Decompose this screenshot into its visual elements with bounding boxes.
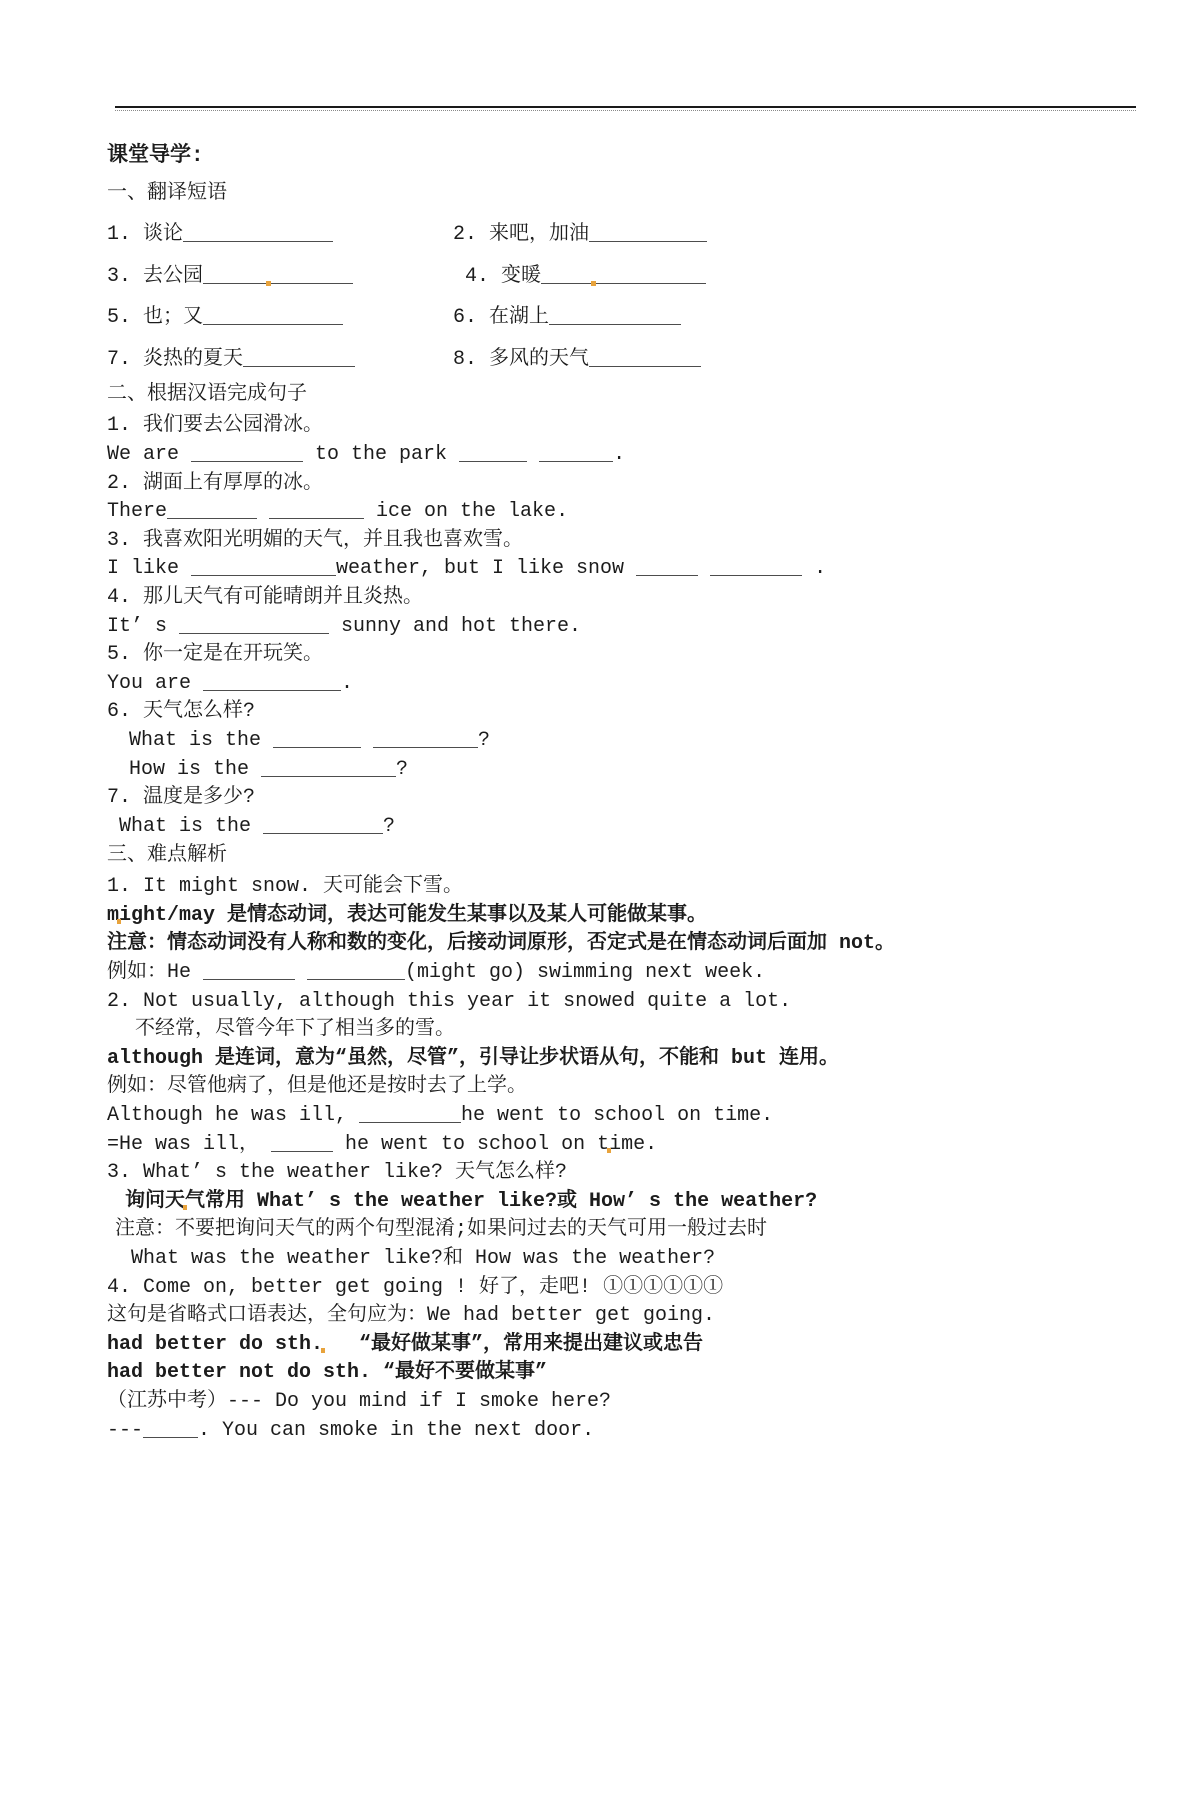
- text-run: It’ s: [107, 614, 180, 638]
- fill-blank[interactable]: [359, 1103, 461, 1123]
- phrase-pair-row: [107, 346, 1150, 375]
- text-run: ice on the lake.: [364, 500, 569, 524]
- phrase-item: [107, 346, 453, 375]
- text-run: ?: [478, 728, 491, 752]
- doc-line: [107, 1216, 1150, 1245]
- text-run: 2. 来吧，加油: [453, 223, 590, 246]
- text-run: 8. 多风的天气: [453, 347, 590, 371]
- doc-line: [107, 179, 1150, 209]
- text-run: What is the: [119, 814, 264, 838]
- doc-line: [107, 1102, 1150, 1131]
- text-run: [361, 729, 373, 752]
- fill-blank[interactable]: [191, 556, 336, 576]
- text-run: ight/may 是情态动词，表达可能发生某事以及某人可能做某事。: [119, 903, 708, 927]
- phrase-pair-row: [107, 263, 1150, 292]
- text-run: 6. 在湖上: [453, 306, 550, 330]
- text-run: 注意：情态动词没有人称和数的变化，后接动词原形，否定式是在情态动词后面加 not。: [107, 932, 896, 956]
- text-run: 4. 变暖: [453, 264, 542, 288]
- fill-blank[interactable]: [307, 960, 405, 980]
- text-run: 1. It might snow. 天可能会下雪。: [107, 875, 464, 899]
- text-run: ime.: [609, 1132, 658, 1156]
- text-run: 5. 也；又: [107, 306, 204, 330]
- doc-line: [107, 1331, 1150, 1360]
- doc-line: [107, 698, 1150, 727]
- fill-blank[interactable]: [549, 305, 681, 325]
- spellcheck-dot-icon: [591, 281, 596, 286]
- text-run: 例如：He: [107, 961, 204, 985]
- doc-line: [107, 498, 1150, 527]
- text-run: .: [802, 557, 827, 581]
- text-run: 询问天: [125, 1189, 185, 1213]
- text-run: “最好做某事”，常用来提出建议或忠告: [323, 1332, 704, 1356]
- phrase-pair-row: [107, 221, 1150, 250]
- doc-line: [107, 1073, 1150, 1102]
- doc-line: [107, 527, 1150, 556]
- fill-blank[interactable]: [167, 499, 257, 519]
- text-run: had better not do sth. “最好不要做某事”: [107, 1361, 548, 1385]
- fill-blank[interactable]: [541, 264, 706, 284]
- text-run: 7. 温度是多少?: [107, 786, 256, 810]
- text-run: =He was ill，: [107, 1132, 272, 1156]
- text-run: [257, 500, 269, 523]
- fill-blank[interactable]: [710, 556, 802, 576]
- doc-line: [107, 1245, 1150, 1274]
- fill-blank[interactable]: [273, 728, 361, 748]
- doc-line: [107, 1159, 1150, 1188]
- fill-blank[interactable]: [539, 442, 613, 462]
- text-run: 1. 我们要去公园滑冰。: [107, 414, 324, 438]
- text-run: 二、根据汉语完成句子: [107, 383, 307, 407]
- doc-line: [107, 380, 1150, 410]
- fill-blank[interactable]: [589, 347, 701, 367]
- fill-blank[interactable]: [589, 222, 707, 242]
- phrase-item: [453, 263, 706, 292]
- document-page[interactable]: [0, 106, 1200, 1804]
- phrase-item: [453, 304, 681, 333]
- doc-line: [107, 727, 1150, 756]
- text-run: I like: [107, 557, 192, 581]
- doc-line: [107, 841, 1150, 871]
- phrase-item: [107, 221, 453, 250]
- fill-blank[interactable]: [183, 222, 333, 242]
- fill-blank[interactable]: [203, 264, 353, 284]
- fill-blank[interactable]: [459, 442, 527, 462]
- text-run: (might go) swimming next week.: [405, 961, 766, 985]
- text-run: 不经常，尽管今年下了相当多的雪。: [135, 1018, 455, 1042]
- doc-line: [107, 813, 1150, 842]
- doc-line: [107, 412, 1150, 441]
- text-run: How is the: [129, 757, 262, 781]
- text-run: ?: [396, 757, 409, 781]
- text-run: 2. 湖面上有厚厚的冰。: [107, 471, 324, 495]
- text-run: 3. 去公园: [107, 264, 204, 288]
- text-run: There: [107, 500, 168, 524]
- fill-blank[interactable]: [191, 442, 303, 462]
- text-run: 7. 炎热的夏天: [107, 347, 244, 371]
- text-run: ?: [383, 814, 396, 838]
- text-run: 6. 天气怎么样?: [107, 700, 256, 724]
- doc-line: [107, 470, 1150, 499]
- text-run: We are: [107, 442, 192, 466]
- text-run: to the park: [303, 442, 460, 466]
- doc-line: [107, 641, 1150, 670]
- doc-line: [107, 584, 1150, 613]
- text-run: 气常用 What’ s the weather like?或 How’ s the weather?: [185, 1189, 818, 1213]
- text-run: Although he was ill,: [107, 1104, 360, 1128]
- text-run: 例如：尽管他病了，但是他还是按时去了上学。: [107, 1075, 527, 1099]
- text-run: . You can smoke in the next door.: [198, 1418, 595, 1442]
- text-run: 一、翻译短语: [107, 182, 227, 205]
- text-run: [698, 557, 710, 580]
- page-header-rule: [115, 106, 1136, 111]
- fill-blank[interactable]: [143, 1418, 198, 1438]
- text-run: 5. 你一定是在开玩笑。: [107, 643, 324, 667]
- text-run: he went to school on t: [333, 1132, 610, 1156]
- doc-line: [107, 959, 1150, 988]
- fill-blank[interactable]: [243, 347, 355, 367]
- spellcheck-dot-icon: [266, 281, 271, 286]
- doc-line: [107, 1188, 1150, 1217]
- text-run: although 是连词，意为“虽然，尽管”，引导让步状语从句，不能和 but 连用。: [107, 1046, 840, 1070]
- text-run: （江苏中考）--- Do you mind if I smoke here?: [107, 1389, 612, 1413]
- text-run: 1. 谈论: [107, 223, 184, 246]
- doc-line: [107, 1359, 1150, 1388]
- fill-blank[interactable]: [373, 728, 478, 748]
- text-run: [527, 443, 539, 466]
- fill-blank[interactable]: [203, 671, 341, 691]
- text-run: m: [107, 903, 120, 927]
- doc-line: [107, 1045, 1150, 1074]
- text-run: ---: [107, 1418, 144, 1442]
- fill-blank[interactable]: [271, 1132, 333, 1152]
- text-run: 2. Not usually, although this year it snowed quite a lot.: [107, 989, 792, 1013]
- doc-line: [107, 1388, 1150, 1417]
- phrase-item: [107, 263, 453, 292]
- doc-line: [107, 555, 1150, 584]
- text-run: What is the: [129, 728, 274, 752]
- fill-blank[interactable]: [263, 814, 383, 834]
- fill-blank[interactable]: [179, 614, 329, 634]
- doc-line: [107, 670, 1150, 699]
- text-run: 这句是省略式口语表达，全句应为：We had better get going.: [107, 1304, 716, 1328]
- fill-blank[interactable]: [636, 556, 698, 576]
- text-run: 4. Come on, better get going ! 好了，走吧! ①①①①①①: [107, 1275, 724, 1299]
- text-run: 三、难点解析: [107, 844, 227, 868]
- doc-line: [107, 141, 1150, 173]
- text-run: sunny and hot there.: [329, 614, 582, 638]
- worksheet-body: [107, 141, 1150, 1445]
- doc-line: [107, 1016, 1150, 1045]
- phrase-pair-row: [107, 304, 1150, 333]
- doc-line: [107, 1131, 1150, 1160]
- fill-blank[interactable]: [269, 499, 364, 519]
- doc-line: [107, 988, 1150, 1017]
- doc-line: [107, 441, 1150, 470]
- doc-line: [107, 1417, 1150, 1446]
- fill-blank[interactable]: [203, 960, 295, 980]
- text-run: had better do sth.: [107, 1332, 324, 1356]
- doc-line: [107, 873, 1150, 902]
- text-run: What was the weather like?和 How was the weather?: [131, 1247, 716, 1270]
- doc-line: [107, 784, 1150, 813]
- text-run: You are: [107, 671, 204, 695]
- text-run: 4. 那儿天气有可能晴朗并且炎热。: [107, 585, 424, 609]
- doc-line: [107, 756, 1150, 785]
- phrase-item: [107, 304, 453, 333]
- doc-line: [107, 930, 1150, 959]
- doc-line: [107, 902, 1150, 931]
- text-run: [295, 961, 307, 984]
- fill-blank[interactable]: [203, 305, 343, 325]
- text-run: he went to school on time.: [461, 1104, 774, 1128]
- doc-line: [107, 613, 1150, 642]
- doc-line: [107, 1274, 1150, 1303]
- text-run: weather, but I like snow: [336, 557, 637, 581]
- text-run: 3. What’ s the weather like? 天气怎么样?: [107, 1161, 568, 1185]
- text-run: 课堂导学:: [107, 145, 204, 168]
- fill-blank[interactable]: [261, 757, 396, 777]
- phrase-item: [453, 221, 707, 250]
- text-run: .: [341, 671, 354, 695]
- phrase-item: [453, 346, 701, 375]
- text-run: .: [613, 442, 626, 466]
- doc-line: [107, 1302, 1150, 1331]
- text-run: 注意：不要把询问天气的两个句型混淆;如果问过去的天气可用一般过去时: [115, 1218, 768, 1242]
- text-run: 3. 我喜欢阳光明媚的天气，并且我也喜欢雪。: [107, 528, 524, 552]
